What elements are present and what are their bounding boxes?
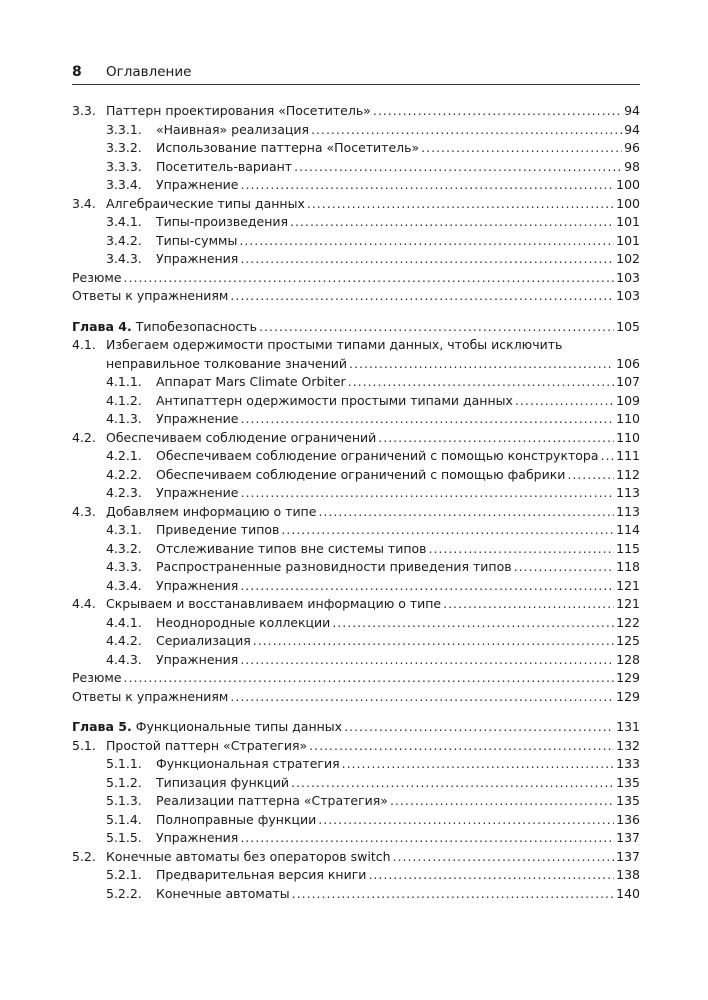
toc-entry[interactable]: [72, 158, 640, 177]
toc-entry[interactable]: [72, 213, 640, 232]
section-number: 5.1.3.: [106, 793, 142, 808]
entry-title: [72, 718, 342, 737]
section-number: 3.3.4.: [106, 177, 142, 192]
section-number: 5.1.2.: [106, 774, 142, 790]
toc-entry-row: [106, 558, 640, 577]
dot-leader: [309, 737, 614, 756]
section-number: 4.2.1.: [106, 448, 142, 463]
toc-entry-row: [106, 577, 640, 596]
dot-leader: [348, 373, 614, 392]
toc-entry[interactable]: [72, 737, 640, 756]
toc-entry-row: [72, 669, 640, 688]
entry-title: Конечные автоматы: [156, 885, 290, 901]
entry-title: Полноправные функции: [156, 811, 317, 827]
toc-entry[interactable]: [72, 521, 640, 540]
toc-entry-row: [106, 540, 640, 559]
page-reference: 132: [616, 737, 640, 753]
toc-entry-row: [106, 829, 640, 848]
entry-title: Отслеживание типов вне системы типов: [156, 540, 427, 556]
section-number: 5.1.4.: [106, 811, 142, 827]
page-reference: 112: [616, 466, 640, 482]
entry-title: Функциональная стратегия: [156, 756, 340, 771]
toc-entry-row: [72, 688, 640, 707]
toc-entry-row: [106, 651, 640, 670]
toc-entry[interactable]: [72, 392, 640, 411]
entry-title: Ответы к упражнениям: [72, 288, 229, 303]
page-reference: 138: [616, 867, 640, 882]
toc-entry-row: [106, 632, 640, 651]
toc-entry-row: [106, 121, 640, 140]
section-number: 3.3.2.: [106, 140, 142, 155]
toc-entry[interactable]: [72, 139, 640, 158]
toc-entry[interactable]: [72, 811, 640, 830]
page-reference: 121: [616, 596, 640, 611]
page-reference: 94: [624, 103, 640, 118]
entry-title: Упражнение: [156, 411, 239, 426]
toc-entry-row: [106, 811, 640, 830]
toc-entry[interactable]: [72, 287, 640, 306]
dot-leader: [230, 688, 614, 707]
page-reference: 115: [616, 540, 640, 556]
entry-title: Распространенные разновидности приведения типов: [156, 559, 512, 574]
toc-entry-row: [72, 595, 640, 614]
section-number: 3.4.2.: [106, 232, 142, 248]
toc-entry[interactable]: [72, 718, 640, 737]
chapter-name: Функциональные типы данных: [135, 719, 343, 734]
toc-entry-row: [106, 410, 640, 429]
section-number: 4.3.2.: [106, 540, 142, 556]
section-number: 4.2.2.: [106, 466, 142, 482]
dot-leader: [259, 318, 614, 337]
dot-leader: [253, 632, 614, 651]
toc-entry-row: [72, 195, 640, 214]
chapter-name: Типобезопасность: [135, 318, 258, 334]
toc-entry[interactable]: [72, 232, 640, 251]
section-number: 5.1.1.: [106, 756, 142, 771]
page-reference: 121: [616, 577, 640, 593]
entry-title: Ответы к упражнениям: [72, 688, 229, 704]
toc-entry-row: [106, 392, 640, 411]
entry-title: Использование паттерна «Посетитель»: [156, 140, 420, 155]
section-number: 4.3.1.: [106, 522, 142, 537]
dot-leader: [344, 718, 614, 737]
page-reference: 113: [616, 503, 640, 519]
page-reference: 135: [616, 793, 640, 808]
page-reference: 107: [616, 374, 640, 389]
toc-entry-row: [106, 484, 640, 503]
entry-title: Реализации паттерна «Стратегия»: [156, 793, 388, 808]
entry-title: Скрываем и восстанавливаем информацию о типе: [106, 596, 442, 611]
toc-entry-row: [106, 373, 640, 392]
toc-entry[interactable]: [72, 484, 640, 503]
dot-leader: [342, 755, 615, 774]
page-reference: 94: [624, 121, 640, 137]
entry-title: Обеспечиваем соблюдение ограничений с помощью конструктора: [156, 448, 599, 463]
section-number: 4.3.3.: [106, 559, 142, 574]
entry-title: «Наивная» реализация: [156, 121, 310, 137]
dot-leader: [429, 540, 615, 559]
dot-leader: [281, 521, 614, 540]
dot-leader: [124, 269, 615, 288]
page-reference: 103: [616, 288, 640, 303]
toc-entry-row: [72, 102, 640, 121]
page-reference: 125: [616, 633, 640, 648]
dot-leader: [318, 811, 614, 830]
toc-entry[interactable]: [72, 410, 640, 429]
running-header: [72, 62, 640, 85]
entry-title: Добавляем информацию о типе: [106, 503, 317, 519]
section-number: 5.1.5.: [106, 830, 142, 845]
page-reference: 133: [616, 756, 640, 771]
section-number: 4.1.3.: [106, 411, 142, 426]
section-number: 4.1.1.: [106, 374, 142, 389]
dot-leader: [514, 558, 615, 577]
entry-title: Обеспечиваем соблюдение ограничений с помощью фабрики: [156, 466, 566, 482]
toc-entry[interactable]: [72, 595, 640, 614]
toc-entry-row: [72, 287, 640, 306]
page-reference: 136: [616, 811, 640, 827]
page-reference: 102: [616, 251, 640, 266]
chapter-label: Глава 4.: [72, 318, 132, 334]
page-reference: 105: [616, 318, 640, 334]
page-reference: 122: [616, 614, 640, 630]
dot-leader: [230, 287, 614, 306]
dot-leader: [368, 866, 614, 885]
toc-entry[interactable]: [72, 866, 640, 885]
section-number: 3.3.1.: [106, 121, 142, 137]
toc-entry-row: [106, 755, 640, 774]
toc-entry-row: [106, 466, 640, 485]
page-reference: 109: [616, 392, 640, 408]
page-reference: 114: [616, 522, 640, 537]
toc-entry[interactable]: [72, 577, 640, 596]
dot-leader: [443, 595, 614, 614]
dot-leader: [241, 410, 615, 429]
page-reference: 137: [616, 830, 640, 845]
entry-title: Упражнения: [156, 830, 239, 845]
toc-entry-row: [72, 848, 640, 867]
page-reference: 137: [616, 848, 640, 864]
toc-entry[interactable]: [72, 540, 640, 559]
entry-title: Приведение типов: [156, 522, 280, 537]
toc-entry[interactable]: [72, 466, 640, 485]
dot-leader: [124, 669, 615, 688]
section-number: 5.1.: [72, 737, 96, 753]
toc-entry[interactable]: [72, 336, 640, 373]
section-number: 3.4.3.: [106, 251, 142, 266]
entry-title: Упражнение: [156, 485, 239, 500]
dot-leader: [290, 213, 614, 232]
dot-leader: [240, 829, 614, 848]
section-number: 4.3.: [72, 503, 96, 519]
section-number: 4.1.2.: [106, 392, 142, 408]
page-title: Оглавление: [106, 64, 192, 80]
toc-entry[interactable]: [72, 250, 640, 269]
page-reference: 101: [616, 232, 640, 248]
section-number: 3.3.3.: [106, 158, 142, 174]
entry-title: Типы-произведения: [156, 214, 289, 229]
toc-entry[interactable]: [72, 614, 640, 633]
section-number: 3.4.: [72, 195, 96, 211]
section-number: 5.2.1.: [106, 867, 142, 882]
toc-entry-row: [106, 250, 640, 269]
toc-entry[interactable]: [72, 447, 640, 466]
entry-title: Неоднородные коллекции: [156, 614, 331, 630]
section-number: 3.4.1.: [106, 214, 142, 229]
dot-leader: [318, 503, 614, 522]
section-number: 4.1.: [72, 337, 96, 352]
toc-entry-row: [106, 232, 640, 251]
page-reference: 113: [616, 485, 640, 500]
entry-title: Упражнения: [156, 577, 239, 593]
toc-entry-row: [72, 318, 640, 337]
entry-title: Паттерн проектирования «Посетитель»: [106, 103, 371, 118]
toc-entry[interactable]: [72, 774, 640, 793]
dot-leader: [349, 355, 614, 374]
toc-entry-row: [106, 176, 640, 195]
page-reference: 100: [616, 177, 640, 192]
section-number: 4.4.3.: [106, 651, 142, 667]
toc-entry-row: [72, 737, 640, 756]
page-reference: 100: [616, 195, 640, 211]
entry-title: Обеспечиваем соблюдение ограничений: [106, 429, 377, 445]
toc-entry[interactable]: [72, 102, 640, 121]
entry-title: Простой паттерн «Стратегия»: [106, 737, 308, 753]
dot-leader: [292, 885, 614, 904]
entry-title: Упражнения: [156, 651, 239, 667]
page-reference: 96: [624, 140, 640, 155]
toc-entry-row: [106, 213, 640, 232]
section-number: 4.4.: [72, 596, 96, 611]
page-reference: 129: [616, 688, 640, 704]
section-number: 5.2.2.: [106, 885, 142, 901]
toc-entry[interactable]: [72, 429, 640, 448]
toc-entry-row: [106, 355, 640, 374]
entry-title: Аппарат Mars Climate Orbiter: [156, 374, 346, 389]
section-number: 4.2.: [72, 429, 96, 445]
toc-entry[interactable]: [72, 373, 640, 392]
page-reference: 111: [616, 448, 640, 463]
dot-leader: [373, 102, 622, 121]
toc-entry-row: [72, 718, 640, 737]
section-number: 4.2.3.: [106, 485, 142, 500]
toc-entry-row: [106, 866, 640, 885]
toc-entry-row: [72, 429, 640, 448]
toc-entry[interactable]: [72, 829, 640, 848]
page-reference: 106: [616, 355, 640, 371]
toc-entry[interactable]: [72, 318, 640, 337]
toc-entry[interactable]: [72, 176, 640, 195]
dot-leader: [291, 774, 614, 793]
dot-leader: [378, 429, 614, 448]
section-number: 4.3.4.: [106, 577, 142, 593]
toc-entry[interactable]: [72, 755, 640, 774]
dot-leader: [241, 484, 615, 503]
toc-entry[interactable]: [72, 195, 640, 214]
dot-leader: [311, 121, 622, 140]
section-number: 4.4.1.: [106, 614, 142, 630]
dot-leader: [307, 195, 614, 214]
entry-title: Упражнение: [156, 177, 239, 192]
toc-entry-row: [72, 269, 640, 288]
page-reference: 98: [624, 158, 640, 174]
entry-title: Резюме: [72, 670, 122, 685]
toc-entry-row: [106, 158, 640, 177]
page-reference: 118: [616, 559, 640, 574]
toc-entry-row: [72, 503, 640, 522]
page-reference: 129: [616, 670, 640, 685]
toc-entry[interactable]: [72, 121, 640, 140]
dot-leader: [515, 392, 614, 411]
toc-entry[interactable]: [72, 503, 640, 522]
entry-title: неправильное толкование значений: [106, 355, 348, 371]
dot-leader: [240, 250, 614, 269]
dot-leader: [240, 577, 614, 596]
toc-entry[interactable]: [72, 792, 640, 811]
toc-entry-row: [106, 792, 640, 811]
toc-entry-row: [106, 139, 640, 158]
section-number: 3.3.: [72, 103, 96, 118]
toc-entry[interactable]: [72, 632, 640, 651]
toc-entry[interactable]: [72, 848, 640, 867]
dot-leader: [239, 232, 614, 251]
toc-entry[interactable]: [72, 651, 640, 670]
toc-entry-row: [106, 774, 640, 793]
entry-title: Антипаттерн одержимости простыми типами данных: [156, 392, 513, 408]
page-reference: 131: [616, 719, 640, 734]
toc-entry-row: [106, 521, 640, 540]
entry-title: Сериализация: [156, 633, 251, 648]
toc-entry[interactable]: [72, 269, 640, 288]
page-reference: 140: [616, 885, 640, 901]
entry-title-line: Избегаем одержимости простыми типами данных, чтобы исключить: [106, 337, 563, 352]
dot-leader: [240, 651, 614, 670]
dot-leader: [241, 176, 615, 195]
dot-leader: [294, 158, 622, 177]
entry-title: Упражнения: [156, 251, 239, 266]
page-number: 8: [72, 64, 82, 80]
section-number: 4.4.2.: [106, 633, 142, 648]
dot-leader: [393, 848, 615, 867]
section-number: 5.2.: [72, 848, 96, 864]
dot-leader: [421, 139, 622, 158]
toc-entry[interactable]: [72, 558, 640, 577]
entry-title: Алгебраические типы данных: [106, 195, 305, 211]
entry-title: Конечные автоматы без операторов switch: [106, 848, 391, 864]
dot-leader: [332, 614, 614, 633]
toc-entry-row: [106, 447, 640, 466]
chapter-label: Глава 5.: [72, 719, 132, 734]
toc-entry-row: [106, 885, 640, 904]
page-reference: 110: [616, 411, 640, 426]
dot-leader: [567, 466, 614, 485]
table-of-contents: [72, 102, 640, 903]
toc-entry[interactable]: [72, 885, 640, 904]
page-reference: 103: [616, 269, 640, 285]
entry-title: Предварительная версия книги: [156, 867, 367, 882]
page-reference: 101: [616, 214, 640, 229]
toc-entry[interactable]: [72, 669, 640, 688]
page-reference: 135: [616, 774, 640, 790]
dot-leader: [390, 792, 614, 811]
toc-entry[interactable]: [72, 688, 640, 707]
page-reference: 128: [616, 651, 640, 667]
entry-title: Резюме: [72, 269, 122, 285]
entry-title: Типизация функций: [156, 774, 290, 790]
dot-leader: [601, 447, 615, 466]
toc-entry-row: [106, 614, 640, 633]
entry-title: [72, 318, 257, 337]
page-reference: 110: [616, 429, 640, 445]
entry-title: Посетитель-вариант: [156, 158, 293, 174]
entry-title: Типы-суммы: [156, 232, 238, 248]
